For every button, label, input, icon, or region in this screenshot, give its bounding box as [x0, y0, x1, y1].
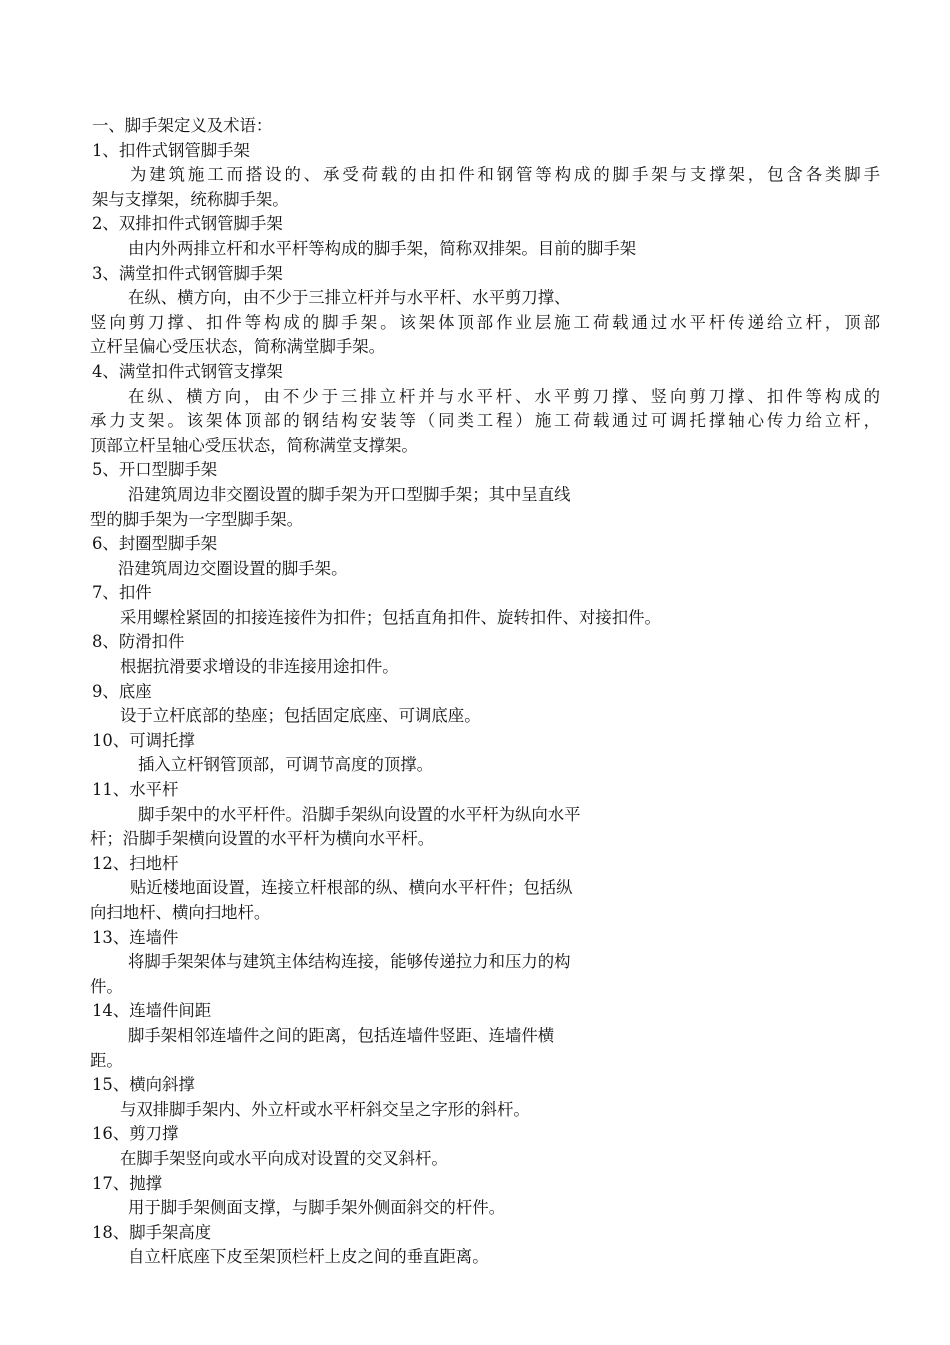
term-title: 7、扣件	[92, 583, 152, 603]
term-definition-line: 为建筑施工而搭设的、承受荷载的由扣件和钢管等构成的脚手架与支撑架，包含各类脚手	[130, 165, 880, 185]
term-definition-line: 沿建筑周边交圈设置的脚手架。	[118, 558, 348, 578]
term-title: 13、连墙件	[92, 927, 179, 947]
term-definition-line: 插入立杆钢管顶部，可调节高度的顶撑。	[138, 755, 434, 775]
term-definition-line: 设于立杆底部的垫座；包括固定底座、可调底座。	[120, 706, 481, 726]
term-title: 10、可调托撑	[92, 730, 195, 750]
term-definition-line: 件。	[90, 976, 123, 996]
term-definition-line: 杆；沿脚手架横向设置的水平杆为横向水平杆。	[90, 829, 435, 849]
term-title: 3、满堂扣件式钢管脚手架	[92, 263, 283, 283]
term-definition-line: 根据抗滑要求增设的非连接用途扣件。	[120, 657, 399, 677]
term-title: 9、底座	[92, 681, 152, 701]
term-definition-line: 沿建筑周边非交圈设置的脚手架为开口型脚手架；其中呈直线	[128, 484, 571, 504]
term-definition-line: 脚手架中的水平杆件。沿脚手架纵向设置的水平杆为纵向水平	[138, 804, 581, 824]
term-title: 6、封圈型脚手架	[92, 534, 218, 554]
term-definition-line: 采用螺栓紧固的扣接连接件为扣件；包括直角扣件、旋转扣件、对接扣件。	[120, 607, 661, 627]
term-definition-line: 顶部立杆呈轴心受压状态，简称满堂支撑架。	[90, 435, 418, 455]
term-definition-line: 将脚手架架体与建筑主体结构连接，能够传递拉力和压力的构	[128, 952, 571, 972]
section-heading: 一、脚手架定义及术语：	[92, 116, 273, 135]
term-definition-line: 立杆呈偏心受压状态，简称满堂脚手架。	[90, 337, 386, 357]
term-title: 5、开口型脚手架	[92, 460, 218, 480]
term-title: 14、连墙件间距	[92, 1001, 212, 1021]
term-title: 4、满堂扣件式钢管支撑架	[92, 361, 283, 381]
term-title: 16、剪刀撑	[92, 1124, 179, 1144]
term-definition-line: 架与支撑架，统称脚手架。	[92, 189, 289, 209]
term-definition-line: 脚手架相邻连墙件之间的距离，包括连墙件竖距、连墙件横	[128, 1025, 555, 1045]
term-title: 12、扫地杆	[92, 853, 179, 873]
term-definition-line: 由内外两排立杆和水平杆等构成的脚手架，简称双排架。目前的脚手架	[128, 238, 637, 258]
term-title: 11、水平杆	[92, 780, 179, 800]
term-title: 2、双排扣件式钢管脚手架	[92, 214, 283, 234]
term-list	[90, 139, 880, 1270]
term-definition-line: 自立杆底座下皮至架顶栏杆上皮之间的垂直距离。	[128, 1247, 489, 1267]
term-title: 18、脚手架高度	[92, 1222, 212, 1242]
term-definition-line: 承力支架。该架体顶部的钢结构安装等（同类工程）施工荷载通过可调托撑轴心传力给立杆，	[90, 411, 880, 431]
term-definition-line: 距。	[90, 1050, 123, 1070]
term-definition-line: 在纵、横方向，由不少于三排立杆并与水平杆、水平剪刀撑、	[128, 288, 571, 308]
term-definition-line: 与双排脚手架内、外立杆或水平杆斜交呈之字形的斜杆。	[120, 1099, 530, 1119]
term-title: 8、防滑扣件	[92, 632, 185, 652]
document-body	[90, 114, 880, 1270]
term-definition-line: 贴近楼地面设置，连接立杆根部的纵、横向水平杆件；包括纵	[130, 878, 573, 898]
term-definition-line: 用于脚手架侧面支撑，与脚手架外侧面斜交的杆件。	[128, 1198, 505, 1218]
term-title: 1、扣件式钢管脚手架	[92, 140, 250, 160]
term-title: 15、横向斜撑	[92, 1075, 195, 1095]
term-definition-line: 竖向剪刀撑、扣件等构成的脚手架。该架体顶部作业层施工荷载通过水平杆传递给立杆，顶部	[90, 312, 880, 332]
term-definition-line: 在脚手架竖向或水平向成对设置的交叉斜杆。	[120, 1148, 448, 1168]
term-definition-line: 型的脚手架为一字型脚手架。	[90, 509, 304, 529]
term-definition-line: 在纵、横方向，由不少于三排立杆并与水平杆、水平剪刀撑、竖向剪刀撑、扣件等构成的	[128, 386, 880, 406]
term-definition-line: 向扫地杆、横向扫地杆。	[90, 903, 271, 922]
term-title: 17、抛撑	[92, 1173, 163, 1193]
